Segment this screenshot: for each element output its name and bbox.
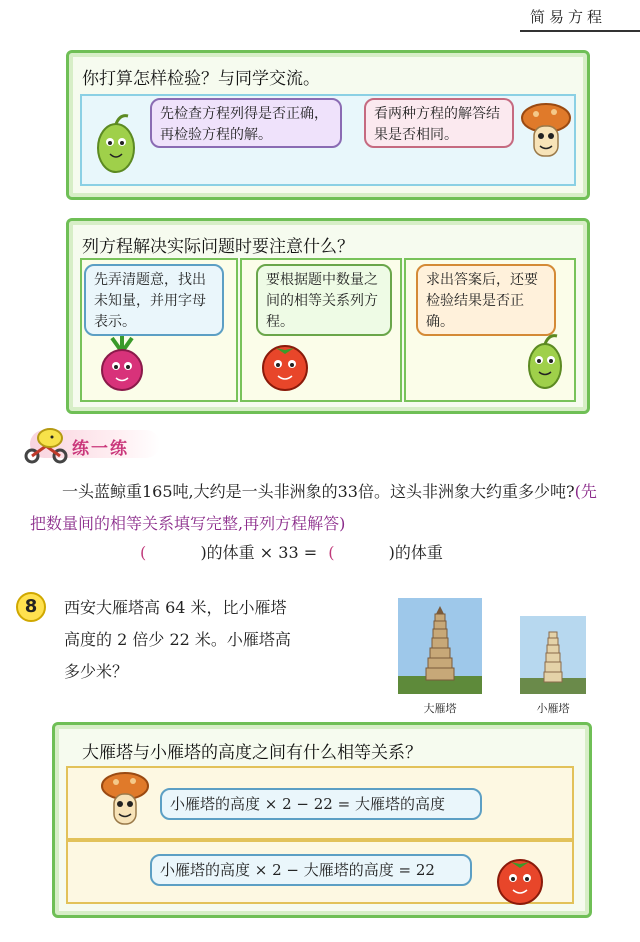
tomato-character-icon-2: [490, 850, 550, 908]
practice-hint: (先把数量间的相等关系填写完整,再列方程解答): [30, 482, 597, 533]
big-pagoda-caption: 大雁塔: [423, 702, 457, 715]
practice-label: 练一练: [72, 439, 129, 459]
blank-1-open: (: [140, 543, 147, 562]
fill-end: )的体重: [388, 543, 443, 562]
radish-character-icon: [92, 334, 152, 394]
fill-middle: )的体重 × 33 =: [200, 543, 318, 562]
check-question: 你打算怎样检验？与同学交流。: [82, 69, 320, 89]
fill-blank-line: [140, 540, 443, 563]
green-pepper-character-icon-2: [520, 330, 570, 392]
problem-8-line-1: 西安大雁塔高 64 米，比小雁塔: [64, 598, 287, 617]
header-rule: [520, 30, 640, 32]
blank-2-open: (: [328, 543, 335, 562]
practice-text-main: 一头蓝鲸重165吨,大约是一头非洲象的33倍。这头非洲象大约重多少吨?: [62, 482, 575, 501]
mushroom-character-icon-2: [100, 770, 150, 836]
practice-text: [30, 476, 610, 540]
attention-bubble-2: 要根据题中数量之间的相等关系列方程。: [256, 264, 392, 336]
small-pagoda-caption: 小雁塔: [536, 702, 570, 715]
big-wild-goose-pagoda-photo: [398, 598, 482, 694]
lemon-bike-icon: [20, 426, 70, 464]
attention-bubble-3: 求出答案后，还要检验结果是否正确。: [416, 264, 556, 336]
equation-bubble-1: 小雁塔的高度 × 2 − 22 = 大雁塔的高度: [160, 788, 482, 820]
problem-number-badge: 8: [16, 592, 46, 622]
attention-bubble-1: 先弄清题意，找出未知量，并用字母表示。: [84, 264, 224, 336]
relation-question: 大雁塔与小雁塔的高度之间有什么相等关系？: [82, 743, 422, 763]
problem-8-line-3: 多少米？: [64, 662, 129, 681]
equation-bubble-2: 小雁塔的高度 × 2 − 大雁塔的高度 = 22: [150, 854, 472, 886]
page-header-title: 简易方程: [529, 8, 606, 26]
check-bubble-left: 先检查方程列得是否正确，再检验方程的解。: [150, 98, 342, 148]
problem-8-line-2: 高度的 2 倍少 22 米。小雁塔高: [64, 630, 291, 649]
mushroom-character-icon: [520, 100, 572, 170]
check-bubble-right: 看两种方程的解答结果是否相同。: [364, 98, 514, 148]
green-pepper-character-icon: [88, 110, 144, 176]
attention-question: 列方程解决实际问题时要注意什么？: [82, 237, 354, 257]
small-wild-goose-pagoda-photo: [520, 616, 586, 694]
tomato-character-icon: [254, 336, 316, 394]
